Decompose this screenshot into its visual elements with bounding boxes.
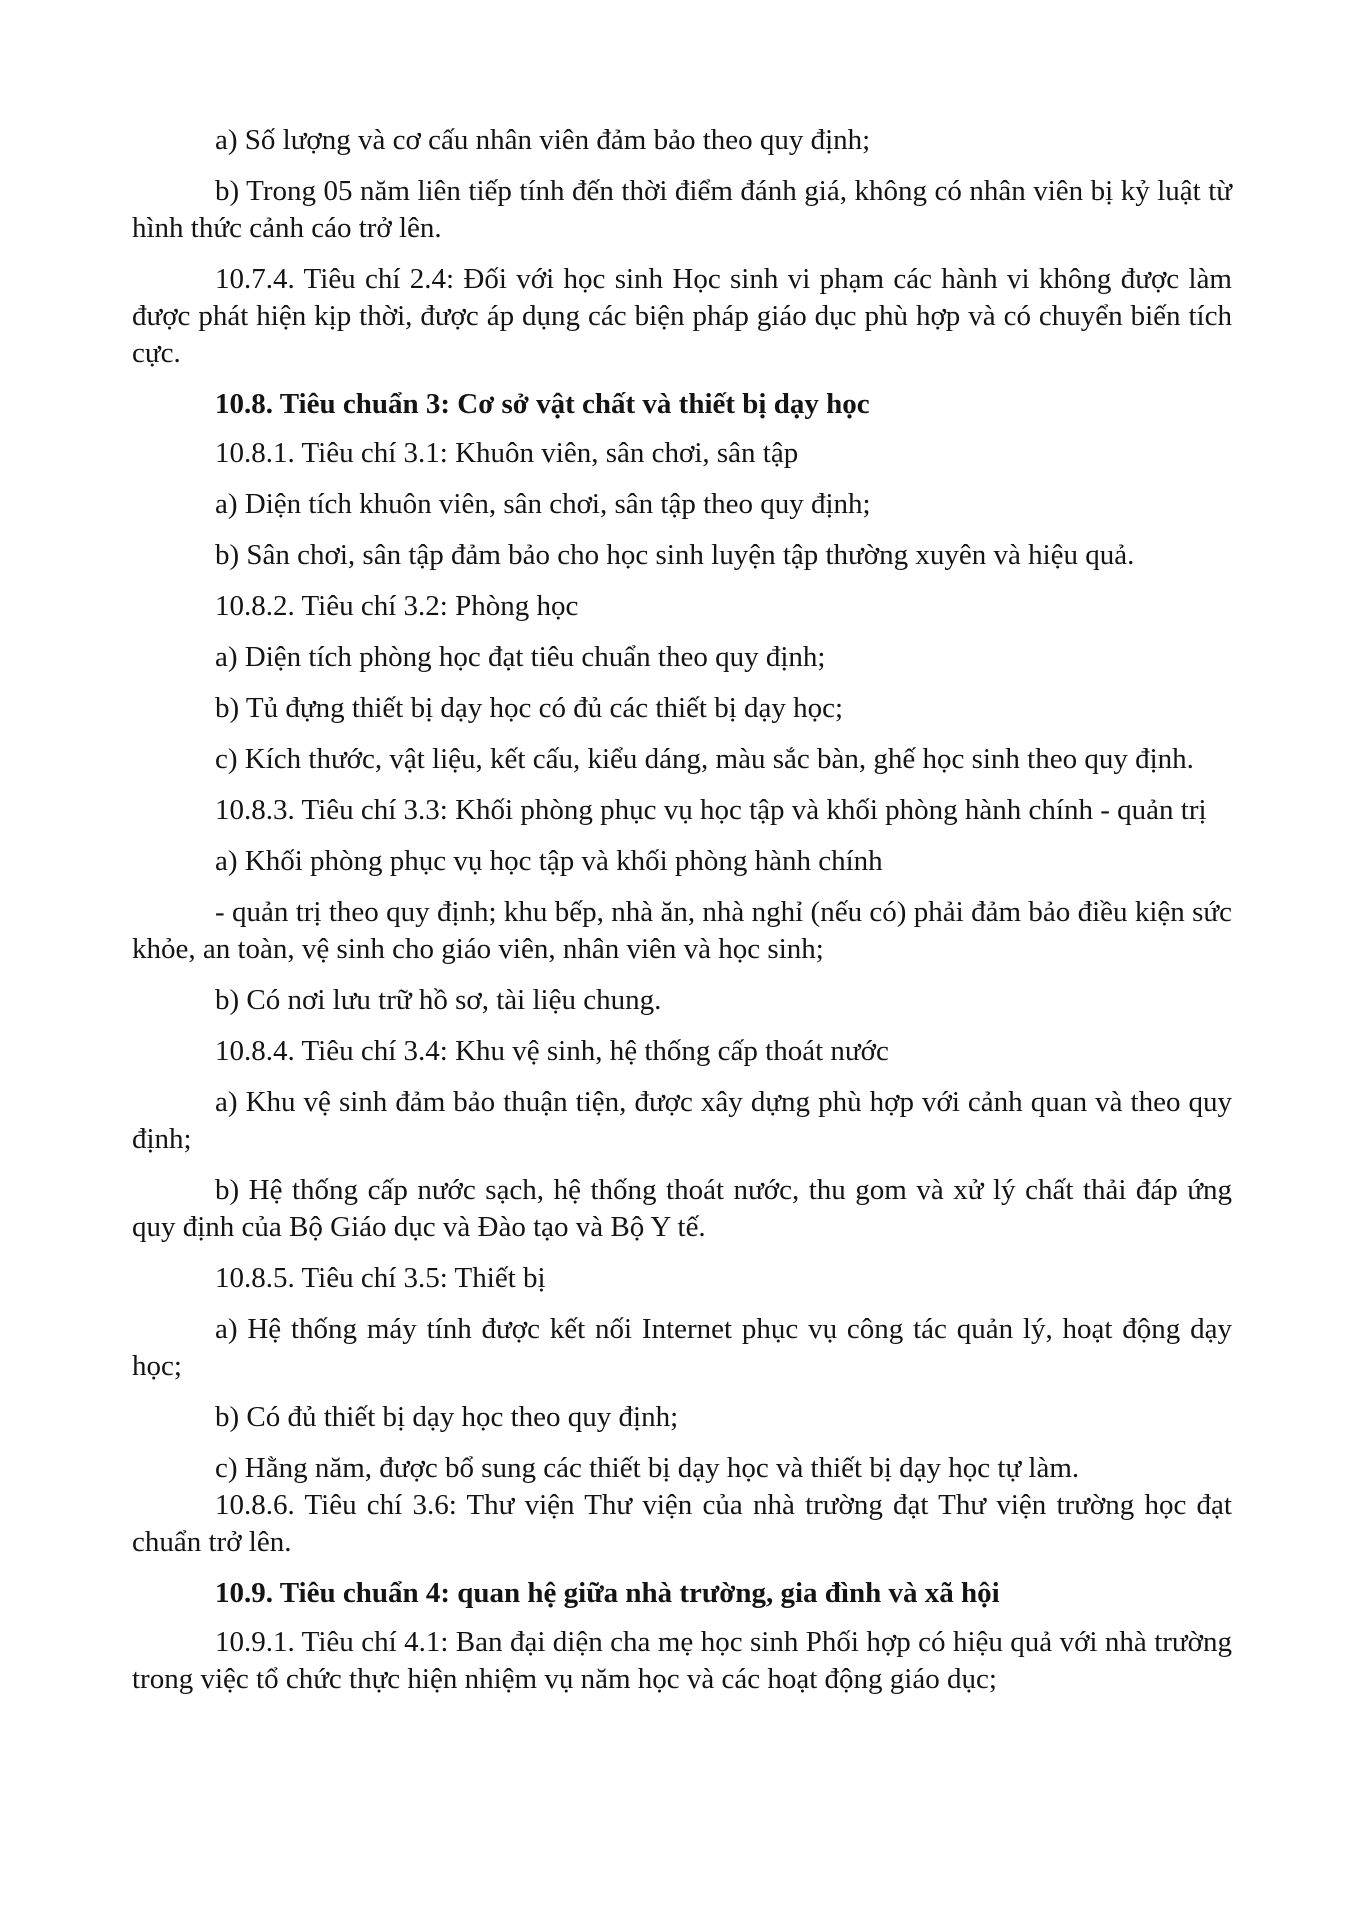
paragraph: b) Tủ đựng thiết bị dạy học có đủ các thiết bị dạy học; <box>215 692 844 724</box>
paragraph: a) Hệ thống máy tính được kết nối Internet phục vụ công tác quản lý, hoạt động dạy học; <box>132 1313 1232 1382</box>
document-page <box>132 122 1232 1712</box>
paragraph: 10.8.1. Tiêu chí 3.1: Khuôn viên, sân chơi, sân tập <box>215 437 799 469</box>
paragraph: b) Có đủ thiết bị dạy học theo quy định; <box>215 1401 679 1433</box>
paragraph: - quản trị theo quy định; khu bếp, nhà ăn, nhà nghỉ (nếu có) phải đảm bảo điều kiện sức khỏe, an toàn, vệ sinh cho giáo viên, nhân viên và học sinh; <box>132 896 1232 965</box>
paragraph: 10.7.4. Tiêu chí 2.4: Đối với học sinh Học sinh vi phạm các hành vi không được làm được phát hiện kịp thời, được áp dụng các biện pháp giáo dục phù hợp và có chuyển biến tích cực. <box>132 263 1232 369</box>
paragraph: 10.8.5. Tiêu chí 3.5: Thiết bị <box>215 1262 546 1294</box>
paragraph: 10.8.4. Tiêu chí 3.4: Khu vệ sinh, hệ thống cấp thoát nước <box>215 1035 889 1067</box>
paragraph: b) Sân chơi, sân tập đảm bảo cho học sinh luyện tập thường xuyên và hiệu quả. <box>215 539 1135 571</box>
paragraph: a) Diện tích khuôn viên, sân chơi, sân tập theo quy định; <box>215 488 871 520</box>
paragraph: b) Trong 05 năm liên tiếp tính đến thời điểm đánh giá, không có nhân viên bị kỷ luật từ hình thức cảnh cáo trở lên. <box>132 175 1232 244</box>
paragraph: a) Khối phòng phục vụ học tập và khối phòng hành chính <box>215 845 883 877</box>
paragraph: a) Diện tích phòng học đạt tiêu chuẩn theo quy định; <box>215 641 826 673</box>
paragraph: 10.8.3. Tiêu chí 3.3: Khối phòng phục vụ học tập và khối phòng hành chính - quản trị <box>215 794 1207 826</box>
paragraph: 10.8.6. Tiêu chí 3.6: Thư viện Thư viện của nhà trường đạt Thư viện trường học đạt chuẩn trở lên. <box>132 1489 1232 1558</box>
paragraph: a) Khu vệ sinh đảm bảo thuận tiện, được xây dựng phù hợp với cảnh quan và theo quy định; <box>132 1086 1232 1155</box>
paragraph: a) Số lượng và cơ cấu nhân viên đảm bảo theo quy định; <box>215 124 871 156</box>
paragraph: 10.9.1. Tiêu chí 4.1: Ban đại diện cha mẹ học sinh Phối hợp có hiệu quả với nhà trường trong việc tổ chức thực hiện nhiệm vụ năm học và các hoạt động giáo dục; <box>132 1626 1232 1695</box>
paragraph: b) Hệ thống cấp nước sạch, hệ thống thoát nước, thu gom và xử lý chất thải đáp ứng quy định của Bộ Giáo dục và Đào tạo và Bộ Y tế. <box>132 1174 1232 1243</box>
paragraph: b) Có nơi lưu trữ hồ sơ, tài liệu chung. <box>215 984 662 1016</box>
paragraph: 10.8.2. Tiêu chí 3.2: Phòng học <box>215 590 579 622</box>
paragraph: c) Hằng năm, được bổ sung các thiết bị dạy học và thiết bị dạy học tự làm. <box>215 1452 1080 1484</box>
section-heading: 10.9. Tiêu chuẩn 4: quan hệ giữa nhà trường, gia đình và xã hội <box>215 1577 1000 1609</box>
paragraph: c) Kích thước, vật liệu, kết cấu, kiểu dáng, màu sắc bàn, ghế học sinh theo quy định. <box>215 743 1194 775</box>
section-heading: 10.8. Tiêu chuẩn 3: Cơ sở vật chất và thiết bị dạy học <box>215 388 870 420</box>
